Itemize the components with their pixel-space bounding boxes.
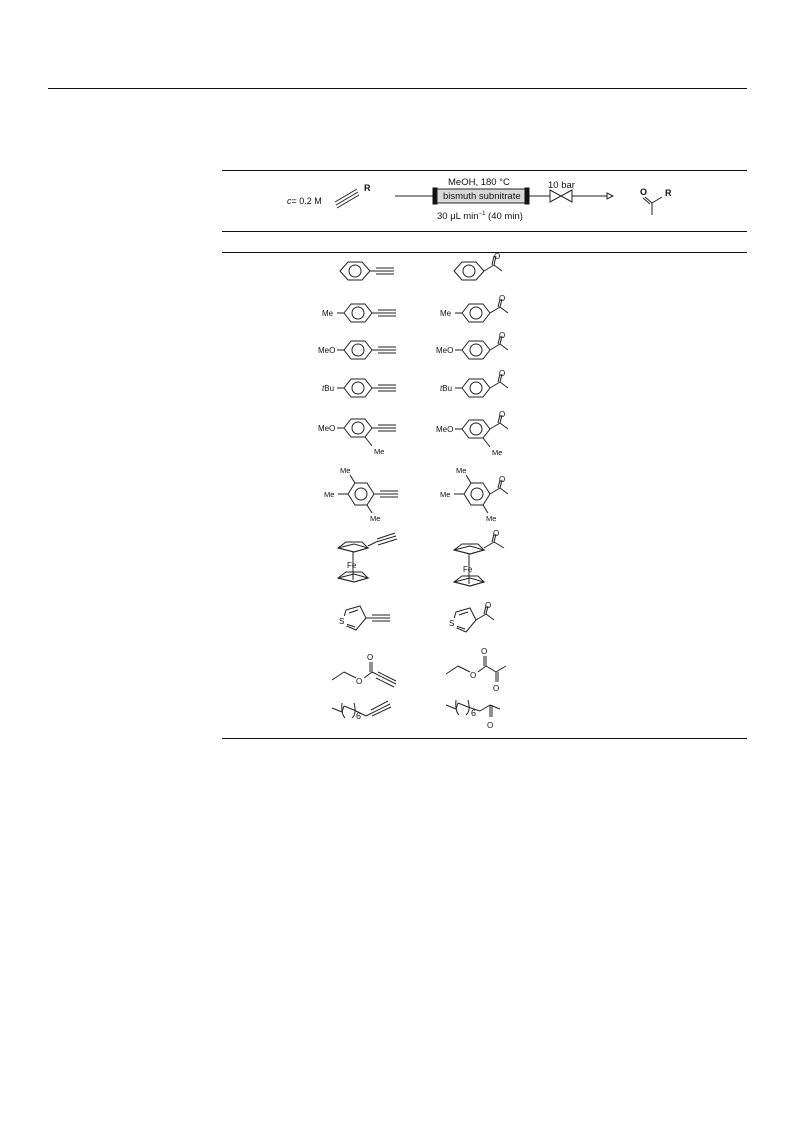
bpr-valve-left [550, 190, 561, 202]
product-5-o: O [499, 410, 506, 419]
table-bottom-rule [222, 738, 747, 739]
catalyst-label: bismuth subnitrate [443, 191, 521, 202]
svg-text:tBu [322, 384, 334, 393]
product-5-meo: MeO [436, 425, 454, 434]
bpr-valve-right [561, 190, 572, 202]
reactor-cap-left [433, 188, 437, 204]
product-4-o: O [499, 369, 506, 378]
substrate-9 [330, 650, 410, 690]
substrate-4-bu: Bu [324, 384, 335, 393]
substrate-6 [324, 464, 414, 524]
substrate-5 [318, 414, 413, 458]
flow-rate-label: 30 μL $\min^{-1} (40$ min) [437, 211, 523, 223]
substrate-9-o-ester: O [356, 677, 363, 686]
product-6-me-bottom: Me [486, 514, 497, 523]
substrate-8 [334, 602, 404, 636]
flow-arrowhead [607, 193, 613, 199]
substrate-6-me-left: Me [324, 490, 335, 499]
product-6 [440, 462, 530, 524]
product-6-me-left: Me [440, 490, 451, 499]
product-3-meo: MeO [436, 346, 454, 355]
substrate-2 [320, 300, 410, 330]
substrate-5-meo: MeO [318, 424, 336, 433]
product-7-fe: Fe [463, 565, 473, 574]
product-5 [436, 410, 531, 458]
substrate-3 [318, 336, 413, 366]
substrate-2-me: Me [322, 309, 334, 318]
substrate-10 [330, 700, 410, 726]
product-5-me: Me [492, 448, 503, 457]
product-3 [436, 331, 531, 365]
substrate-3-meo: MeO [318, 346, 336, 355]
svg-text:tBu [440, 384, 452, 393]
table-mid-rule-2 [222, 252, 747, 253]
substrate-10-six: 6 [356, 711, 362, 721]
pressure-label: 10 bar [548, 180, 575, 191]
product-7 [450, 529, 520, 594]
reactor-cap-right [525, 188, 529, 204]
table-mid-rule-1 [222, 231, 747, 232]
product-10-o: O [487, 721, 494, 730]
product-9-o-ester: O [470, 671, 477, 680]
substrate-9-o-carbonyl: O [367, 653, 374, 662]
ketone-product [640, 183, 690, 223]
product-9-o-carbonyl-2: O [493, 684, 500, 693]
product-4-bu: Bu [442, 384, 453, 393]
product-2 [438, 295, 528, 329]
product-r-label: R [665, 188, 672, 198]
product-4 [438, 369, 528, 403]
substrate-1 [330, 258, 400, 288]
substrate-4-t: t [322, 384, 325, 393]
substrate-6-me-top: Me [340, 466, 351, 475]
reactant-r-label: R [364, 183, 371, 193]
substrate-4 [320, 374, 410, 404]
product-10 [444, 697, 524, 737]
header-rule [48, 88, 747, 89]
substrate-7 [332, 532, 402, 590]
product-4-t: t [440, 384, 443, 393]
alkyne-reactant [330, 180, 380, 210]
substrate-8-s: S [339, 617, 345, 626]
product-6-o: O [499, 475, 506, 484]
product-2-o: O [499, 294, 506, 303]
product-8-s: S [449, 619, 455, 628]
substrate-6-me-bottom: Me [370, 514, 381, 523]
product-9 [444, 644, 524, 694]
product-6-me-top: Me [456, 466, 467, 475]
substrate-5-me: Me [374, 447, 385, 456]
product-2-me: Me [440, 309, 452, 318]
product-8-o: O [485, 601, 492, 610]
product-1-o: O [494, 252, 501, 261]
concentration-label: c= 0.2 M [287, 196, 322, 206]
substrate-7-fe: Fe [347, 561, 357, 570]
product-7-o: O [493, 529, 500, 538]
product-3-o: O [499, 331, 506, 340]
table-top-rule [222, 170, 747, 171]
product-8 [444, 598, 514, 638]
product-1 [448, 252, 518, 288]
product-o-label: O [640, 187, 648, 197]
product-9-o-carbonyl-1: O [481, 647, 488, 656]
product-10-six: 6 [471, 708, 477, 718]
conditions-top: MeOH, 180 °C [448, 177, 510, 188]
